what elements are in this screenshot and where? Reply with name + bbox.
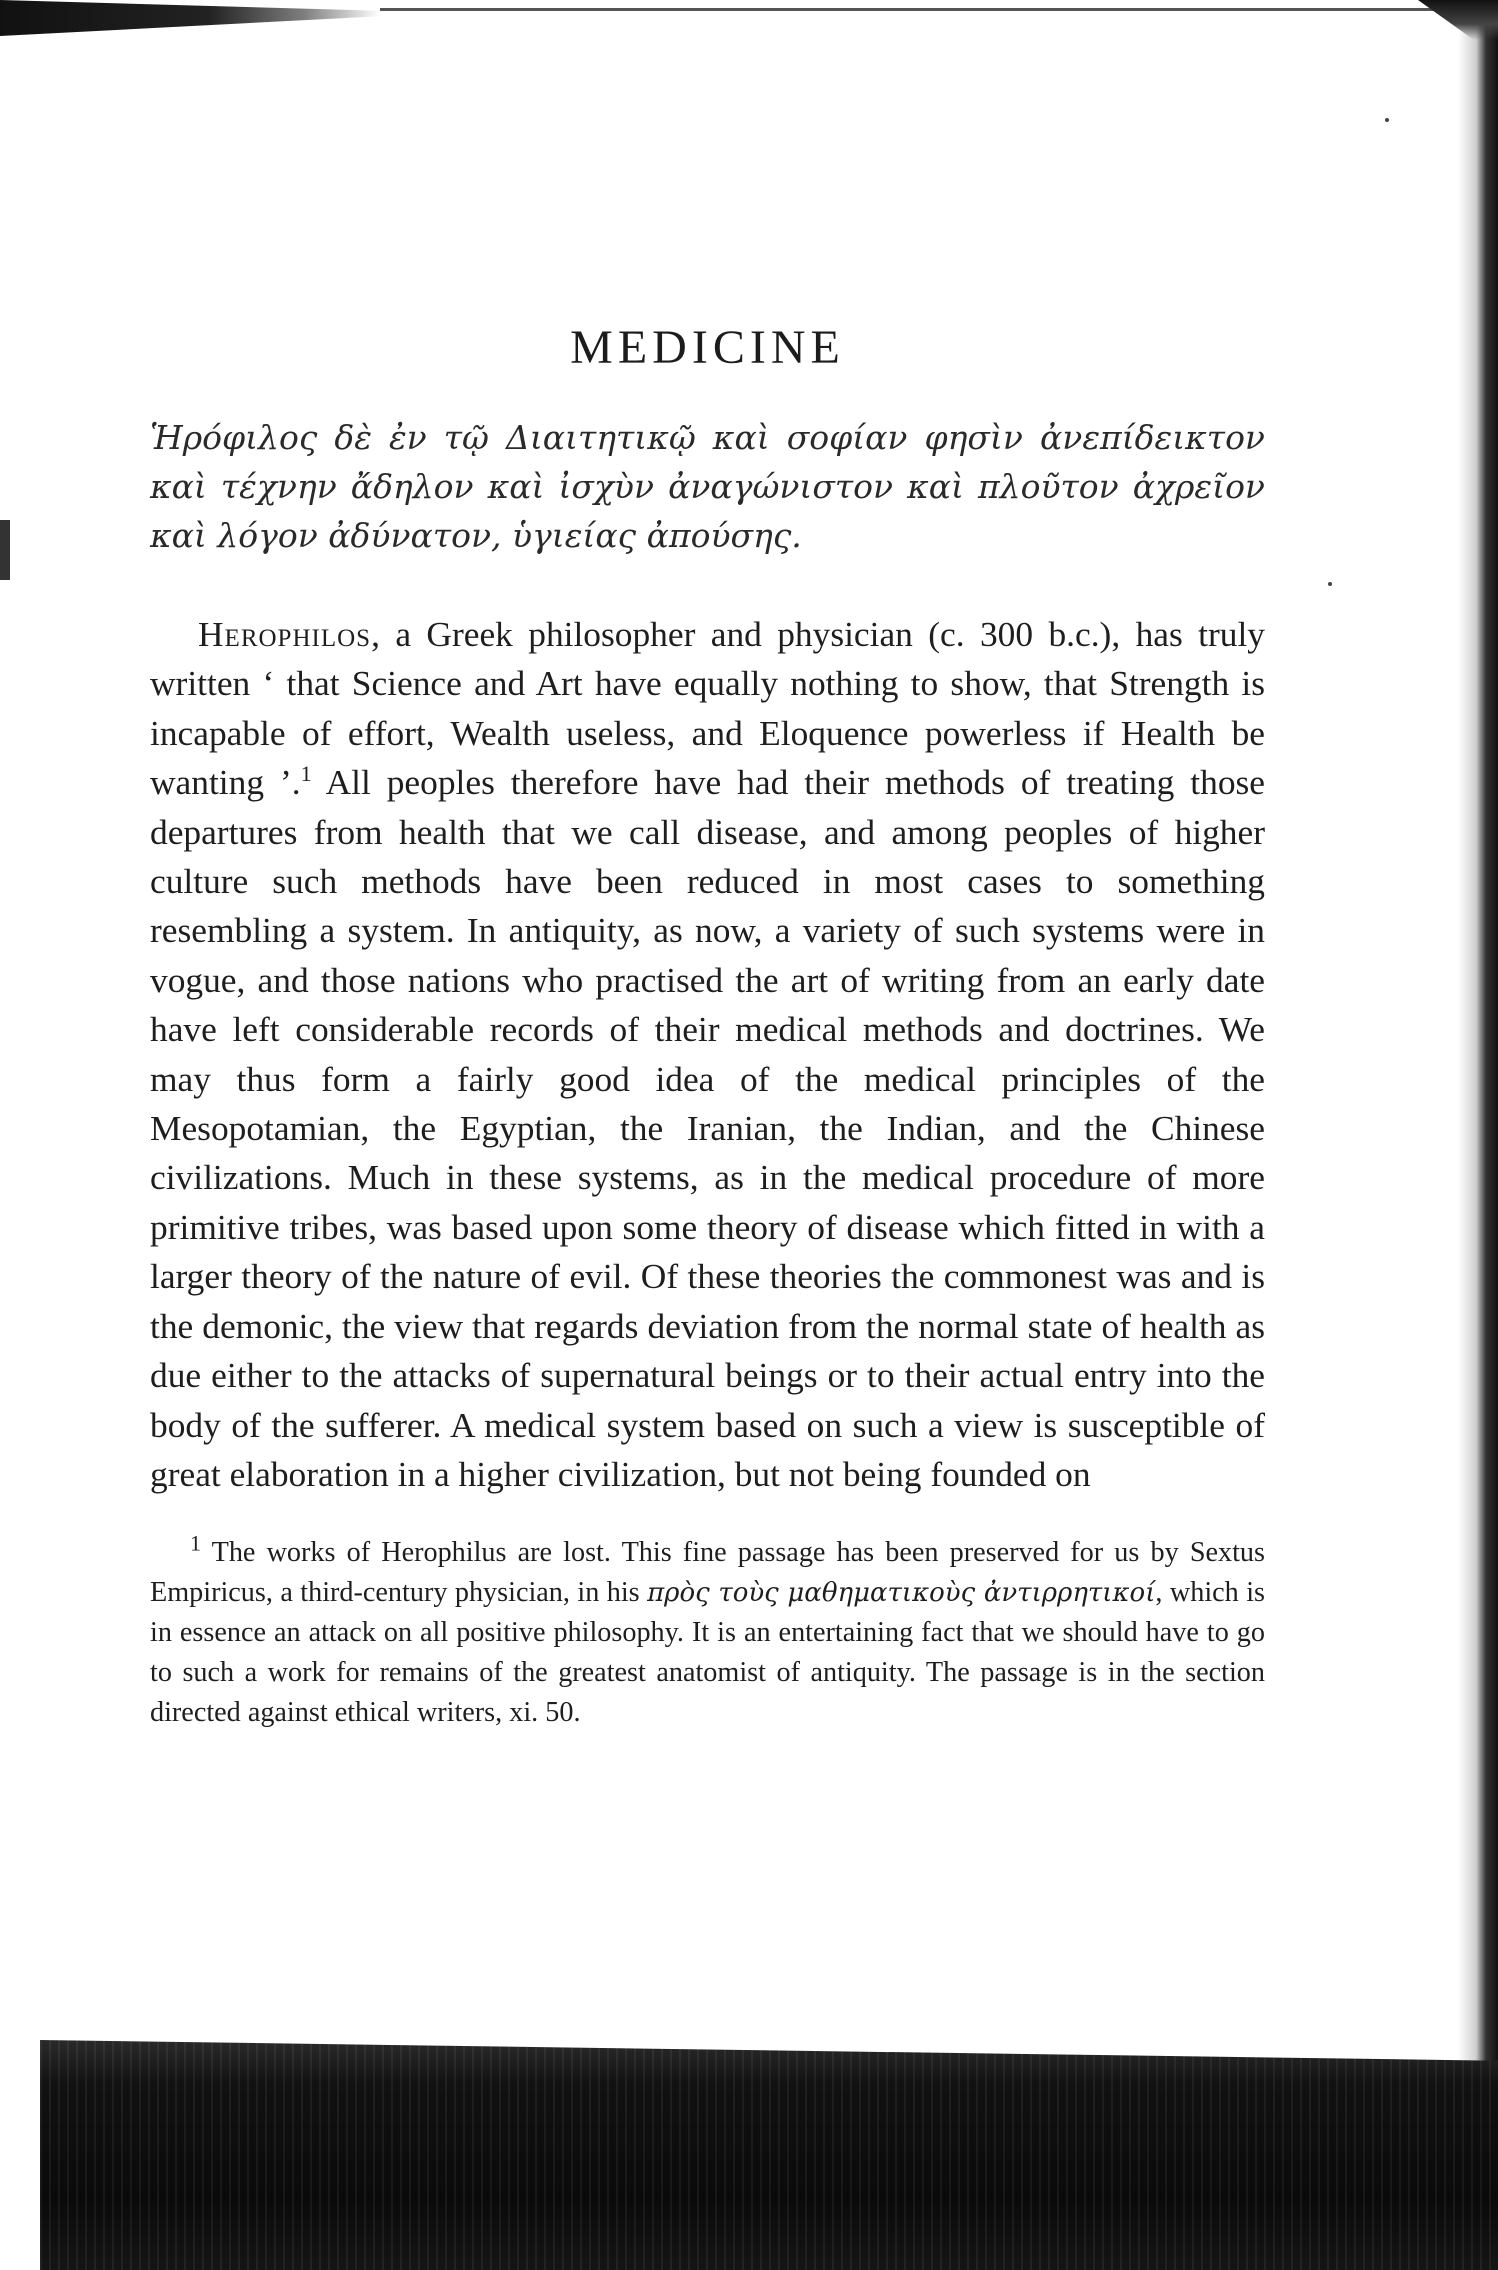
scan-edge-line [380,8,1440,11]
body-text-part: All peoples therefore have had their methods of treating those departures from health that we call disease, and among peoples of higher culture such methods have been reduced in most cases to something resembling a system. In antiquity, as now, a variety of such systems were in vogue, and those nations who practised the art of writing from an early date have left considerable records of their medical methods and doctrines. We may thus form a fairly good idea of the medical principles of the Mesopotamian, the Egyptian, the Iranian, the Indian, and the Chinese civilizations. Much in these systems, as in the medical procedure of more primitive tribes, was based upon some theory of disease which fitted in with a larger theory of the nature of evil. Of these theories the commonest was and is the demonic, the view that regards deviation from the normal state of health as due either to the attacks of supernatural beings or to their actual entry into the body of the sufferer. A medical system based on such a view is susceptible of great elaboration in a higher civilization, but not being founded on [150,762,1265,1494]
footnote-marker: 1 [300,761,312,787]
footnote [150,1530,1265,1733]
scan-bottom-shadow [40,2040,1498,2270]
chapter-title: MEDICINE [570,321,845,374]
scan-right-shadow [1458,0,1498,2270]
scan-edge-shadow [0,0,380,36]
body-text-part: , a Greek philosopher and physician (c. 300 b.c.), has truly written ‘ that Science and Art have equally nothing to show, that Strength is incapable of effort, Wealth useless, and Eloquence powerless if Health be wanting ’. [150,614,1265,803]
stray-mark [1385,118,1389,122]
book-page [150,320,1265,1733]
footnotes [150,1530,1265,1733]
scan-left-mark [0,520,10,580]
lead-name: Herophilos [198,614,372,654]
footnote-text: , which is in essence an attack on all positive philosophy. It is an entertaining fact that we should have to go to such a work for remains of the greatest anatomist of antiquity. The passage is in the section directed against ethical writers, xi. 50. [150,1577,1265,1729]
stray-mark [1328,582,1332,586]
body-paragraph [150,610,1265,1499]
footnote-number: 1 [190,1530,201,1556]
body-text [150,610,1265,1499]
footnote-greek-title: πρὸς τοὺς μαθηματικοὺς ἀντιρρητικοί [647,1578,1156,1609]
greek-epigraph: Ἡρόφιλος δὲ ἐν τῷ Διαιτητικῷ καὶ σοφίαν φησὶν ἀνεπίδεικτον καὶ τέχνην ἄδηλον καὶ ἰσχὺν ἀναγώνιστον καὶ πλοῦτον ἀχρεῖον καὶ λόγον ἀδύνατον, ὑγιείας ἀπούσης. [150,418,1265,555]
footnote-text: The works of Herophilus are lost. This fine passage has been preserved for us by Sextus Empiricus, a third-century physician, in his [150,1537,1265,1609]
